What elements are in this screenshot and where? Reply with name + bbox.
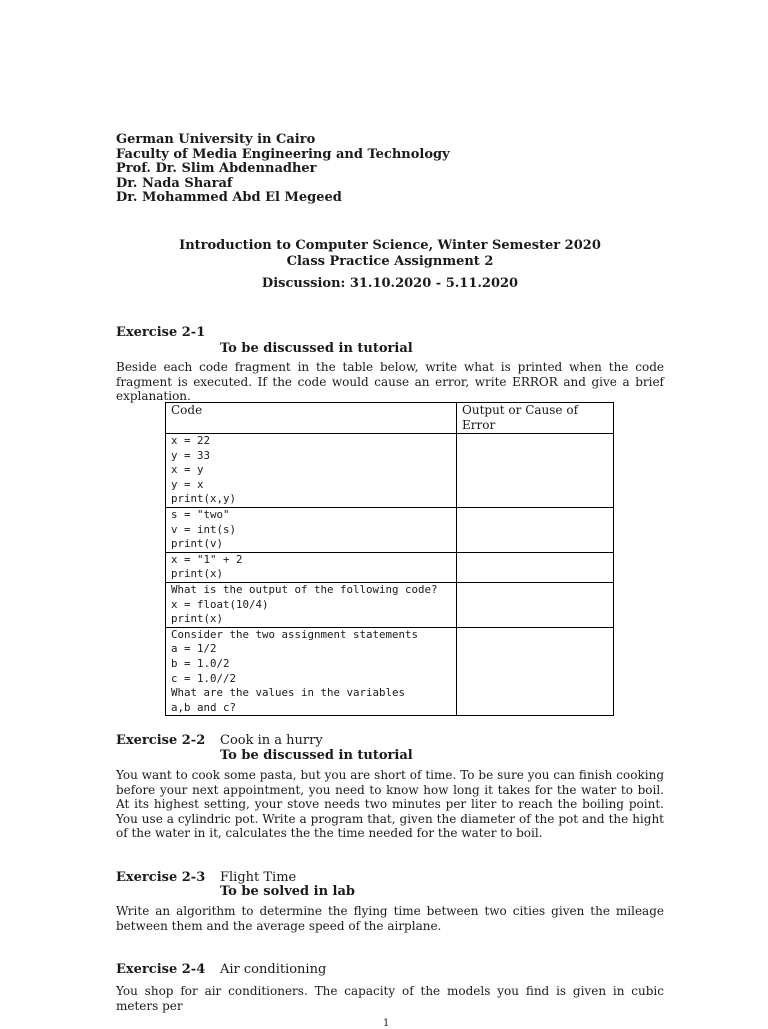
exercise-number: Exercise 2-2 — [116, 733, 206, 748]
table-row — [166, 434, 614, 508]
semester: , Winter Semester 2020 — [428, 238, 601, 253]
exercise-1-text: Beside each code fragment in the table below, write what is printed when the code fragment is executed. If the code would cause an error, write ERROR and give a brief explanation. — [116, 360, 664, 404]
exercise-2-heading — [116, 733, 323, 748]
header-line: Dr. Nada Sharaf — [116, 175, 233, 191]
table-row — [166, 627, 614, 716]
header-line: Prof. Dr. Slim Abdennadher — [116, 161, 317, 176]
exercise-title: Flight Time — [220, 870, 297, 885]
course-title — [0, 238, 768, 254]
code-line: x = y — [171, 463, 204, 477]
code-line: What are the values in the variables — [171, 686, 406, 700]
code-line: c = 1.0//2 — [171, 671, 237, 685]
code-line: print(x,y) — [171, 492, 237, 506]
header-line: Dr. Mohammed Abd El Megeed — [116, 190, 342, 205]
answer-cell[interactable] — [457, 627, 614, 716]
code-line: print(v) — [171, 537, 224, 551]
answer-cell[interactable] — [457, 552, 614, 582]
code-line: What is the output of the following code? — [171, 582, 438, 596]
table-row — [166, 507, 614, 552]
code-line: b = 1.0/2 — [171, 656, 230, 670]
exercise-title: Cook in a hurry — [220, 733, 323, 748]
page-number: 1 — [383, 1018, 390, 1029]
institution-header — [116, 133, 450, 206]
exercise-3-note: To be solved in lab — [220, 884, 356, 899]
code-line: y = x — [171, 477, 204, 491]
exercise-number: Exercise 2-1 — [116, 325, 206, 340]
discussion-dates: Discussion: 31.10.2020 - 5.11.2020 — [261, 276, 519, 291]
code-line: x = "1" + 2 — [171, 552, 243, 566]
table-row — [166, 582, 614, 627]
code-line: x = float(10/4) — [171, 597, 269, 611]
code-line: s = "two" — [171, 507, 230, 521]
exercise-1-heading — [116, 325, 220, 340]
code-line: y = 33 — [171, 448, 211, 462]
answer-cell[interactable] — [457, 507, 614, 552]
column-header-code: Code — [166, 403, 457, 434]
exercise-2-text: You want to cook some pasta, but you are short of time. To be sure you can finish cooking before your next appointment, you need to know how long it takes for the water to boil. At its highest setting, your stove needs two minutes per liter to reach the boiling point. You use a cylindric pot. Write a program that, given the diameter of the pot and the hight of the water in it, calculates the the time needed for the water to boil. — [116, 768, 664, 841]
code-line: v = int(s) — [171, 522, 237, 536]
exercise-4-heading — [116, 962, 326, 977]
answer-cell[interactable] — [457, 434, 614, 508]
code-cell — [166, 507, 457, 552]
assignment-title: Class Practice Assignment 2 — [286, 254, 494, 269]
code-line: x = 22 — [171, 434, 211, 447]
code-cell — [166, 627, 457, 716]
exercise-1-note: To be discussed in tutorial — [220, 341, 413, 356]
column-header-output: Output or Cause of Error — [457, 403, 614, 434]
table-row — [166, 552, 614, 582]
title-block — [0, 238, 768, 292]
code-line: a,b and c? — [171, 700, 237, 714]
answer-cell[interactable] — [457, 582, 614, 627]
code-cell — [166, 552, 457, 582]
exercise-title: Air conditioning — [220, 962, 327, 977]
code-line: a = 1/2 — [171, 642, 217, 656]
exercise-2-note: To be discussed in tutorial — [220, 748, 413, 763]
code-line: print(x) — [171, 567, 224, 581]
code-line: print(x) — [171, 612, 224, 626]
exercise-number: Exercise 2-3 — [116, 870, 206, 885]
code-cell — [166, 434, 457, 508]
exercise-3-heading — [116, 870, 296, 885]
header-line: German University in Cairo — [116, 132, 316, 147]
course-name: Introduction to Computer Science — [179, 238, 429, 253]
table-header-row — [166, 403, 614, 434]
code-cell — [166, 582, 457, 627]
exercise-4-text: You shop for air conditioners. The capacity of the models you find is given in cubic meters per — [116, 984, 664, 1013]
header-line: Faculty of Media Engineering and Technology — [116, 146, 450, 162]
exercise-number: Exercise 2-4 — [116, 962, 206, 977]
exercise-3-text: Write an algorithm to determine the flying time between two cities given the mileage between them and the average speed of the airplane. — [116, 904, 664, 933]
code-line: Consider the two assignment statements — [171, 627, 419, 641]
code-table — [165, 402, 614, 716]
